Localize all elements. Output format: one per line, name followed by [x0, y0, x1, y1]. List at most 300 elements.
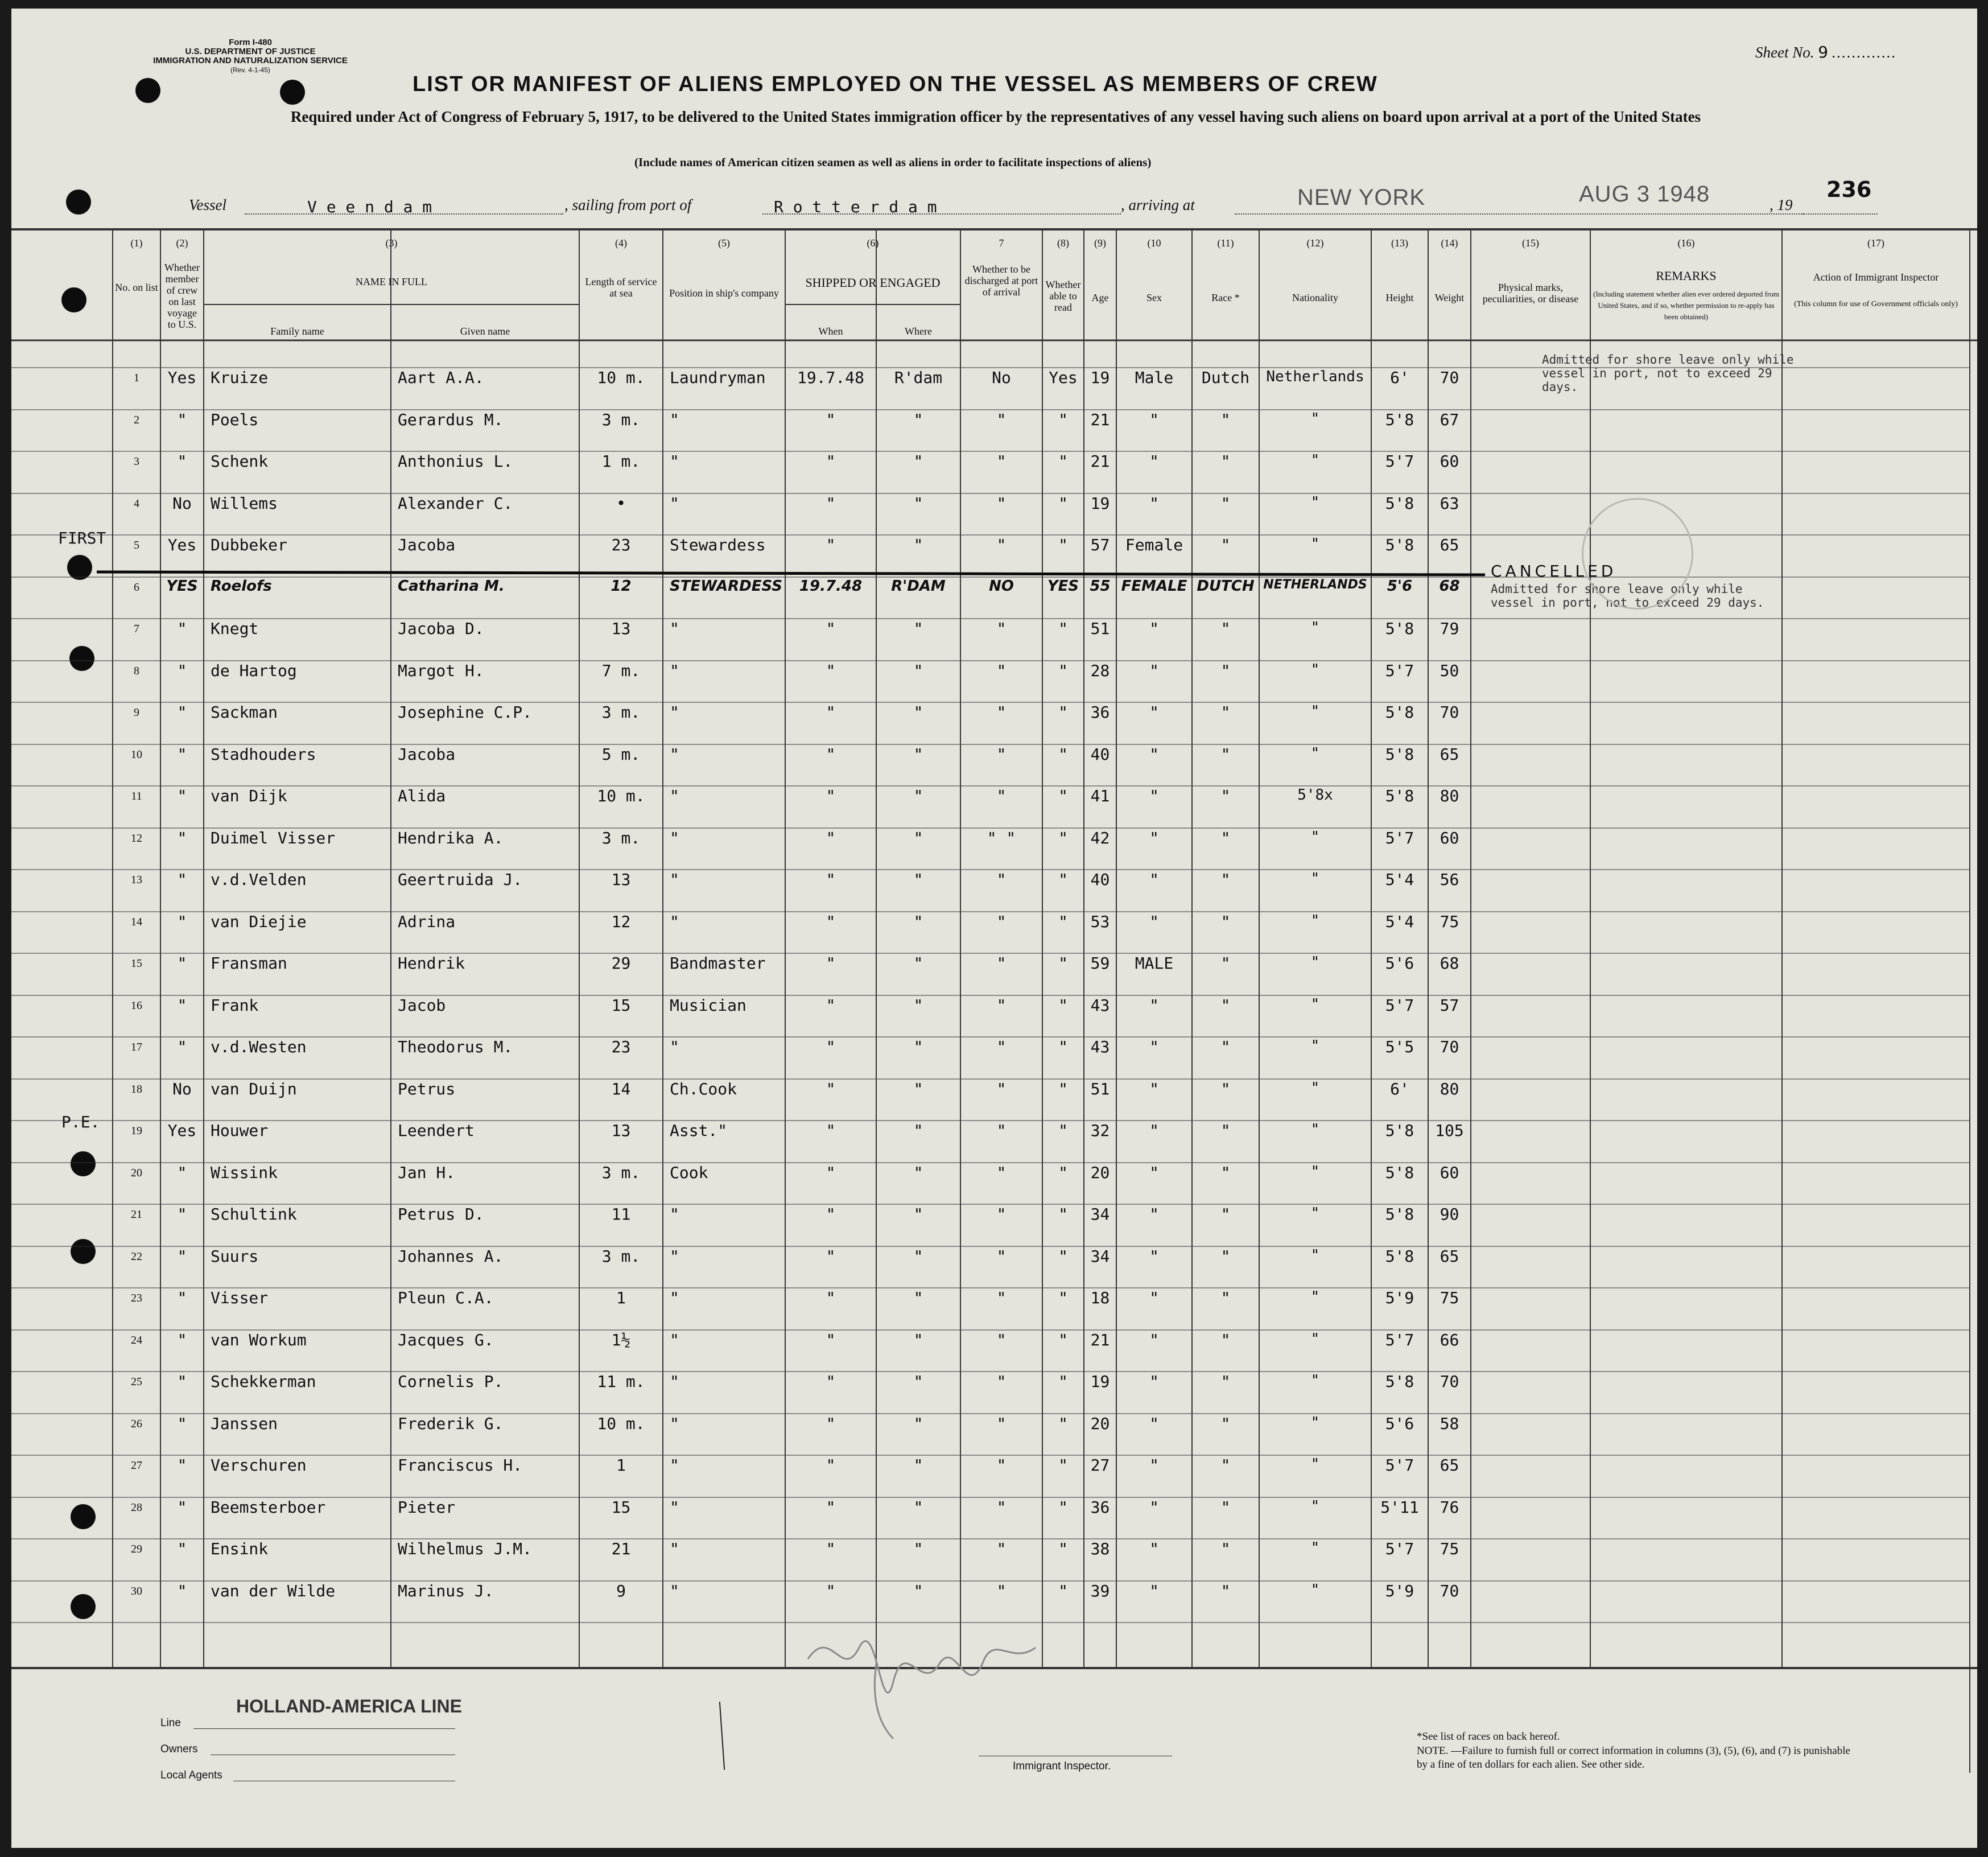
cell-where: ": [913, 1080, 923, 1098]
table-row: [11, 1247, 1970, 1270]
table-row: [11, 410, 1970, 433]
cell-position: Musician: [670, 996, 746, 1015]
cell-read: ": [1058, 494, 1068, 513]
cell-race: ": [1220, 1121, 1231, 1140]
cell-read: ": [1058, 1163, 1068, 1182]
table-row: [11, 703, 1970, 726]
col-discharge-header: Whether to be discharged at port of arrival: [964, 263, 1038, 298]
departure-port: R o t t e r d a m: [774, 197, 937, 216]
cell-disch: ": [996, 912, 1007, 931]
col-service-header-number: (4): [615, 237, 627, 249]
cell-age: 34: [1090, 1205, 1110, 1224]
cell-disch: ": [996, 1288, 1007, 1307]
cell-where: ": [913, 1414, 923, 1433]
arriving-label: , arriving at: [1121, 196, 1195, 213]
cell-disch: ": [996, 1539, 1007, 1558]
cell-height: 5'8: [1385, 1372, 1414, 1391]
cell-when: 19.7.48: [799, 578, 863, 595]
cell-weight: 79: [1440, 619, 1459, 638]
cell-weight: 80: [1440, 787, 1459, 805]
cell-read: YES: [1047, 578, 1079, 595]
cell-position: Cook: [670, 1163, 708, 1182]
cell-given: Anthonius L.: [398, 452, 513, 471]
cell-no: 5: [134, 539, 139, 551]
cell-weight: 68: [1439, 578, 1460, 595]
cell-race: ": [1220, 1498, 1231, 1517]
cell-race: Dutch: [1201, 368, 1250, 387]
cell-sex: FEMALE: [1121, 578, 1187, 595]
cell-nat: ": [1310, 536, 1320, 553]
cell-weight: 56: [1440, 870, 1459, 889]
cell-given: Aart A.A.: [398, 368, 484, 387]
cell-given: Jan H.: [398, 1163, 456, 1182]
cell-read: ": [1058, 1582, 1068, 1600]
table-row: [11, 1456, 1970, 1479]
vessel-label: Vessel: [189, 196, 226, 213]
cell-nat: ": [1310, 1372, 1320, 1389]
cell-nat: ": [1310, 494, 1320, 511]
cell-read: Yes: [1049, 368, 1078, 387]
cell-race: ": [1220, 619, 1231, 638]
table-row: [11, 1037, 1970, 1060]
table-row: [11, 829, 1970, 851]
cell-position: ": [670, 703, 679, 722]
cell-when: ": [826, 410, 836, 429]
cell-sex: MALE: [1135, 954, 1174, 973]
when-header: When: [818, 326, 843, 337]
cell-nat: ": [1310, 661, 1320, 678]
official-seal: [1582, 498, 1693, 610]
cell-disch: ": [996, 494, 1007, 513]
cell-age: 53: [1090, 912, 1110, 931]
cell-when: ": [826, 452, 836, 471]
cell-prev: ": [177, 1582, 187, 1600]
cell-nat: ": [1310, 1080, 1320, 1097]
cell-read: ": [1058, 912, 1068, 931]
cell-service: 23: [611, 1037, 631, 1056]
cell-position: Laundryman: [670, 368, 766, 387]
cell-service: 9: [616, 1582, 626, 1600]
cell-age: 55: [1090, 578, 1111, 595]
col-physical-header-number: (15): [1522, 237, 1539, 249]
cell-disch: ": [996, 1163, 1007, 1182]
cell-when: ": [826, 996, 836, 1015]
cell-prev: ": [177, 703, 187, 722]
table-row: [11, 1205, 1970, 1228]
cell-service: 29: [611, 954, 631, 973]
cell-disch: ": [996, 452, 1007, 471]
cell-service: 1 m.: [601, 452, 641, 471]
cell-disch: ": [996, 996, 1007, 1015]
cell-sex: ": [1149, 1372, 1159, 1391]
cell-position: ": [670, 1037, 679, 1056]
cell-when: ": [826, 1331, 836, 1349]
cell-nat: ": [1310, 619, 1320, 636]
cell-where: ": [913, 1247, 923, 1266]
cell-height: 5'8: [1385, 536, 1414, 554]
cell-family: van Duijn: [211, 1080, 297, 1098]
cell-read: ": [1058, 703, 1068, 722]
cell-no: 2: [134, 414, 139, 426]
cell-when: ": [826, 870, 836, 889]
cell-height: 5'5: [1385, 1037, 1414, 1056]
cell-age: 27: [1090, 1456, 1110, 1475]
cell-race: ": [1220, 745, 1231, 764]
cell-where: ": [913, 1539, 923, 1558]
cell-race: ": [1220, 912, 1231, 931]
cell-height: 5'8: [1385, 703, 1414, 722]
cell-service: 5 m.: [601, 745, 641, 764]
col-height-header-number: (13): [1391, 237, 1408, 249]
cell-height: 6': [1390, 1080, 1409, 1098]
cell-no: 20: [131, 1167, 142, 1179]
cell-prev: No: [172, 1080, 192, 1098]
cell-where: R'dam: [894, 368, 943, 387]
cell-prev: Yes: [167, 368, 197, 387]
cell-weight: 63: [1440, 494, 1459, 513]
cell-sex: ": [1149, 745, 1159, 764]
cell-where: ": [913, 1037, 923, 1056]
cell-no: 28: [131, 1501, 142, 1514]
arrival-port-stamp: NEW YORK: [1297, 185, 1426, 210]
cell-race: ": [1220, 536, 1231, 554]
sheet-number: 9: [1818, 43, 1829, 61]
cell-read: ": [1058, 1498, 1068, 1517]
cell-service: 1½: [611, 1331, 631, 1349]
cell-position: ": [670, 1288, 679, 1307]
cell-disch: ": [996, 1247, 1007, 1266]
cell-service: 3 m.: [601, 829, 641, 847]
table-row: [11, 1121, 1970, 1144]
cell-age: 38: [1090, 1539, 1110, 1558]
cell-given: Adrina: [398, 912, 456, 931]
cell-prev: YES: [166, 578, 198, 595]
cell-service: 10 m.: [597, 787, 645, 805]
cell-family: van Dijk: [211, 787, 287, 805]
cell-weight: 90: [1440, 1205, 1459, 1224]
cell-no: 8: [134, 665, 139, 677]
cell-service: 12: [611, 578, 632, 595]
cell-weight: 70: [1440, 368, 1459, 387]
cell-where: ": [913, 954, 923, 973]
col-position-header-number: (5): [718, 237, 730, 249]
col-prev-voyage-header-number: (2): [176, 237, 188, 249]
cell-race: ": [1220, 1539, 1231, 1558]
cell-prev: ": [177, 1498, 187, 1517]
cell-prev: ": [177, 787, 187, 805]
cell-race: ": [1220, 1247, 1231, 1266]
cell-where: ": [913, 1121, 923, 1140]
cell-sex: ": [1149, 912, 1159, 931]
cell-nat: ": [1310, 1414, 1320, 1431]
cell-prev: Yes: [167, 1121, 197, 1140]
cell-read: ": [1058, 1080, 1068, 1098]
cell-position: ": [670, 410, 679, 429]
cell-age: 51: [1090, 1080, 1110, 1098]
cell-sex: ": [1149, 996, 1159, 1015]
cell-age: 18: [1090, 1288, 1110, 1307]
col-race-header: Race *: [1211, 292, 1240, 303]
cell-given: Margot H.: [398, 661, 484, 680]
table-row: [11, 745, 1970, 768]
family-name-header: Family name: [270, 326, 324, 337]
cell-prev: ": [177, 1456, 187, 1475]
table-row: [11, 870, 1970, 893]
col-age-header-number: (9): [1094, 237, 1106, 249]
cell-disch: ": [996, 619, 1007, 638]
cell-sex: ": [1149, 829, 1159, 847]
cell-read: ": [1058, 1037, 1068, 1056]
cell-when: ": [826, 954, 836, 973]
cell-nat: ": [1310, 1331, 1320, 1348]
sheet-label: Sheet No.: [1755, 44, 1814, 61]
cell-sex: ": [1149, 661, 1159, 680]
cell-nat: Netherlands: [1266, 368, 1364, 385]
cell-family: de Hartog: [211, 661, 297, 680]
cell-service: 15: [611, 1498, 631, 1517]
cell-height: 5'6: [1385, 1414, 1414, 1433]
col-nationality-header-number: (12): [1306, 237, 1324, 249]
cell-given: Jacoba D.: [398, 619, 484, 638]
cell-position: ": [670, 661, 679, 680]
cell-disch: ": [996, 1121, 1007, 1140]
cell-disch: ": [996, 1372, 1007, 1391]
cell-given: Jacques G.: [398, 1331, 494, 1349]
col-no-header: No. on list: [115, 282, 158, 293]
cancelled-mark: CANCELLED: [1491, 562, 1617, 580]
table-row: [11, 1414, 1970, 1437]
cell-where: ": [913, 703, 923, 722]
cell-sex: ": [1149, 1582, 1159, 1600]
cell-age: 43: [1090, 996, 1110, 1015]
cell-prev: ": [177, 870, 187, 889]
cell-height: 5'8: [1385, 619, 1414, 638]
cell-prev: ": [177, 954, 187, 973]
cell-sex: ": [1149, 870, 1159, 889]
cell-age: 19: [1090, 1372, 1110, 1391]
col-age-header: Age: [1091, 292, 1109, 303]
cell-family: van der Wilde: [211, 1582, 336, 1600]
cell-disch: ": [996, 1498, 1007, 1517]
cell-race: ": [1220, 870, 1231, 889]
cell-weight: 75: [1440, 912, 1459, 931]
cell-given: Alexander C.: [398, 494, 513, 513]
cell-age: 21: [1090, 1331, 1110, 1349]
cell-given: Cornelis P.: [398, 1372, 504, 1391]
cell-disch: " ": [987, 829, 1016, 847]
cell-weight: 60: [1440, 452, 1459, 471]
table-row: [11, 619, 1970, 642]
cell-service: 21: [611, 1539, 631, 1558]
cell-given: Hendrika A.: [398, 829, 504, 847]
cell-height: 5'8: [1385, 494, 1414, 513]
cell-disch: ": [996, 1582, 1007, 1600]
cell-age: 34: [1090, 1247, 1110, 1266]
cell-family: Knegt: [211, 619, 259, 638]
cell-weight: 75: [1440, 1539, 1459, 1558]
cell-family: Duimel Visser: [211, 829, 336, 847]
cell-family: Visser: [211, 1288, 269, 1307]
cell-race: ": [1220, 1205, 1231, 1224]
cell-when: ": [826, 1456, 836, 1475]
cell-position: ": [670, 870, 679, 889]
table-row: [11, 787, 1970, 809]
cell-position: ": [670, 1498, 679, 1517]
cell-age: 32: [1090, 1121, 1110, 1140]
cell-no: 4: [134, 497, 139, 510]
cell-weight: 67: [1440, 410, 1459, 429]
cell-prev: ": [177, 1539, 187, 1558]
cell-when: ": [826, 829, 836, 847]
cell-nat: 5'8x: [1297, 787, 1333, 804]
cell-when: ": [826, 619, 836, 638]
action-subheader: (This column for use of Government officials only): [1794, 300, 1958, 308]
cell-disch: ": [996, 1414, 1007, 1433]
cell-given: Frederik G.: [398, 1414, 504, 1433]
cell-where: ": [913, 1288, 923, 1307]
cell-height: 5'8: [1385, 410, 1414, 429]
cell-disch: ": [996, 1205, 1007, 1224]
cell-given: Josephine C.P.: [398, 703, 533, 722]
cell-family: Schultink: [211, 1205, 297, 1224]
cell-given: Petrus: [398, 1080, 456, 1098]
cell-when: ": [826, 1163, 836, 1182]
sheet-number-field: Sheet No. 9 .............: [1755, 43, 1897, 61]
cell-height: 5'8: [1385, 1205, 1414, 1224]
cell-nat: ": [1310, 452, 1320, 469]
cell-service: 1: [616, 1456, 626, 1475]
col-weight-header-number: (14): [1441, 237, 1458, 249]
cell-nat: ": [1310, 996, 1320, 1013]
cell-read: ": [1058, 619, 1068, 638]
cell-no: 13: [131, 874, 142, 886]
cell-sex: Male: [1135, 368, 1174, 387]
cell-weight: 70: [1440, 1582, 1459, 1600]
cell-where: ": [913, 1456, 923, 1475]
col-height-header: Height: [1385, 292, 1414, 303]
cell-disch: ": [996, 1080, 1007, 1098]
cell-family: Schenk: [211, 452, 269, 471]
col-shipped-header-number: (6): [867, 237, 879, 249]
cell-position: ": [670, 1414, 679, 1433]
cell-when: ": [826, 1372, 836, 1391]
cell-nat: ": [1310, 1163, 1320, 1180]
cell-age: 43: [1090, 1037, 1110, 1056]
cell-sex: ": [1149, 1288, 1159, 1307]
cell-prev: ": [177, 829, 187, 847]
cell-family: v.d.Velden: [211, 870, 307, 889]
table-row: [11, 1288, 1970, 1311]
cell-weight: 50: [1440, 661, 1459, 680]
cell-prev: ": [177, 996, 187, 1015]
cell-sex: ": [1149, 1121, 1159, 1140]
cell-where: ": [913, 1582, 923, 1600]
cell-service: 10 m.: [597, 1414, 645, 1433]
cell-no: 9: [134, 706, 139, 719]
cell-family: Poels: [211, 410, 259, 429]
cell-height: 5'9: [1385, 1288, 1414, 1307]
cell-nat: ": [1310, 1498, 1320, 1515]
cell-position: Ch.Cook: [670, 1080, 737, 1098]
cell-when: ": [826, 1247, 836, 1266]
cell-family: van Diejie: [211, 912, 307, 931]
cell-weight: 70: [1440, 1372, 1459, 1391]
cell-where: ": [913, 494, 923, 513]
cell-position: ": [670, 1539, 679, 1558]
cell-given: Marinus J.: [398, 1582, 494, 1600]
cell-where: ": [913, 536, 923, 554]
cell-height: 5'8: [1385, 787, 1414, 805]
cell-sex: ": [1149, 1205, 1159, 1224]
cell-no: 10: [131, 748, 142, 761]
cell-given: Leendert: [398, 1121, 475, 1140]
cell-position: ": [670, 1582, 679, 1600]
cell-family: Janssen: [211, 1414, 278, 1433]
cell-read: ": [1058, 1288, 1068, 1307]
cell-age: 36: [1090, 703, 1110, 722]
table-row: [11, 1498, 1970, 1521]
cell-read: ": [1058, 1539, 1068, 1558]
cell-service: 12: [611, 912, 631, 931]
cell-family: Kruize: [211, 368, 269, 387]
cell-prev: ": [177, 745, 187, 764]
cell-service: 3 m.: [601, 1247, 641, 1266]
cell-where: ": [913, 410, 923, 429]
cell-age: 42: [1090, 829, 1110, 847]
cell-disch: ": [996, 1456, 1007, 1475]
cell-given: Petrus D.: [398, 1205, 484, 1224]
cell-height: 5'7: [1385, 1331, 1414, 1349]
cell-age: 19: [1090, 368, 1110, 387]
cell-position: ": [670, 1331, 679, 1349]
cell-height: 5'6: [1385, 954, 1414, 973]
cell-read: ": [1058, 787, 1068, 805]
cell-height: 5'4: [1385, 870, 1414, 889]
cell-no: 21: [131, 1208, 142, 1221]
cell-race: DUTCH: [1197, 578, 1255, 595]
cell-when: ": [826, 1539, 836, 1558]
manifest-sheet: [11, 9, 1977, 1848]
cell-sex: ": [1149, 494, 1159, 513]
cell-position: ": [670, 1372, 679, 1391]
cell-prev: ": [177, 1037, 187, 1056]
owners-label: Owners: [160, 1743, 198, 1755]
cell-read: ": [1058, 870, 1068, 889]
cell-sex: ": [1149, 1080, 1159, 1098]
cell-no: 30: [131, 1585, 142, 1597]
arrival-date-stamp: AUG 3 1948: [1579, 182, 1710, 207]
col-remarks-header: REMARKS: [1656, 269, 1717, 283]
cell-disch: ": [996, 410, 1007, 429]
table-row: [11, 1372, 1970, 1395]
col-name-header: NAME IN FULL: [356, 276, 427, 287]
table-row: [11, 1331, 1970, 1353]
cell-weight: 105: [1435, 1121, 1464, 1140]
cell-weight: 65: [1440, 1247, 1459, 1266]
cell-race: ": [1220, 1414, 1231, 1433]
cell-service: •: [616, 494, 626, 513]
cell-age: 20: [1090, 1414, 1110, 1433]
cell-height: 5'7: [1385, 661, 1414, 680]
cell-given: Hendrik: [398, 954, 465, 973]
cell-height: 5'11: [1380, 1498, 1419, 1517]
cell-weight: 58: [1440, 1414, 1459, 1433]
cell-weight: 68: [1440, 954, 1459, 973]
cell-height: 5'7: [1385, 1456, 1414, 1475]
cell-position: Asst.": [670, 1121, 728, 1140]
cell-position: ": [670, 1456, 679, 1475]
cell-weight: 70: [1440, 1037, 1459, 1056]
